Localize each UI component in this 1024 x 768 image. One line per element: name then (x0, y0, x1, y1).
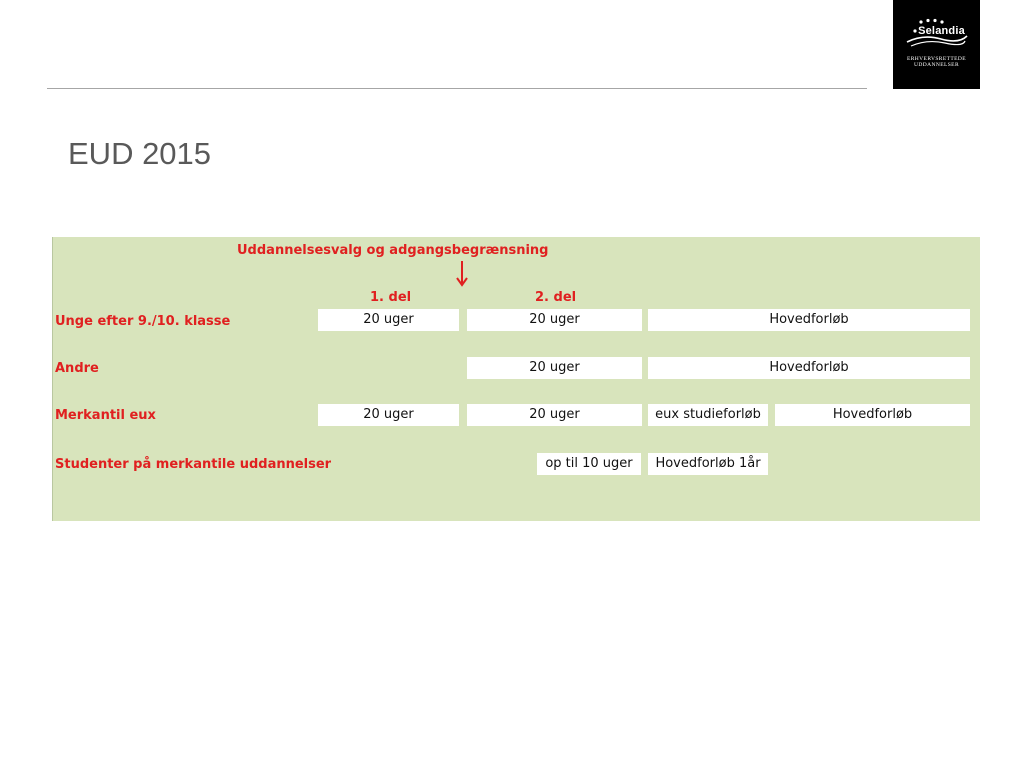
education-table (52, 237, 980, 521)
table-cell: Hovedforløb (648, 357, 970, 379)
table-cell: Hovedforløb 1år (648, 453, 768, 475)
table-cell: 20 uger (467, 404, 642, 426)
arrow-down-icon (455, 259, 469, 289)
selandia-logo (893, 0, 980, 89)
logo-subtitle-line2: UDDANNELSER (913, 62, 960, 68)
table-cell: 20 uger (467, 357, 642, 379)
row-label-merkantil-eux: Merkantil eux (55, 408, 156, 423)
row-label-andre: Andre (55, 361, 99, 376)
table-cell: 20 uger (318, 309, 459, 331)
slide-title: EUD 2015 (68, 136, 212, 171)
table-cell: Hovedforløb (648, 309, 970, 331)
table-cell: 20 uger (318, 404, 459, 426)
logo-subtitle-line1: ERHVERVSRETTEDE (906, 56, 967, 62)
column-header-part2: 2. del (535, 290, 577, 305)
row-label-unge: Unge efter 9./10. klasse (55, 314, 231, 329)
header-divider (47, 88, 867, 89)
table-cell: Hovedforløb (775, 404, 970, 426)
logo-name: Selandia (918, 25, 965, 37)
column-header-part1: 1. del (370, 290, 412, 305)
row-label-studenter: Studenter på merkantile uddannelser (55, 457, 332, 472)
table-cell: eux studieforløb (648, 404, 768, 426)
table-heading: Uddannelsesvalg og adgangsbegrænsning (237, 243, 549, 258)
table-cell: 20 uger (467, 309, 642, 331)
table-cell: op til 10 uger (537, 453, 641, 475)
